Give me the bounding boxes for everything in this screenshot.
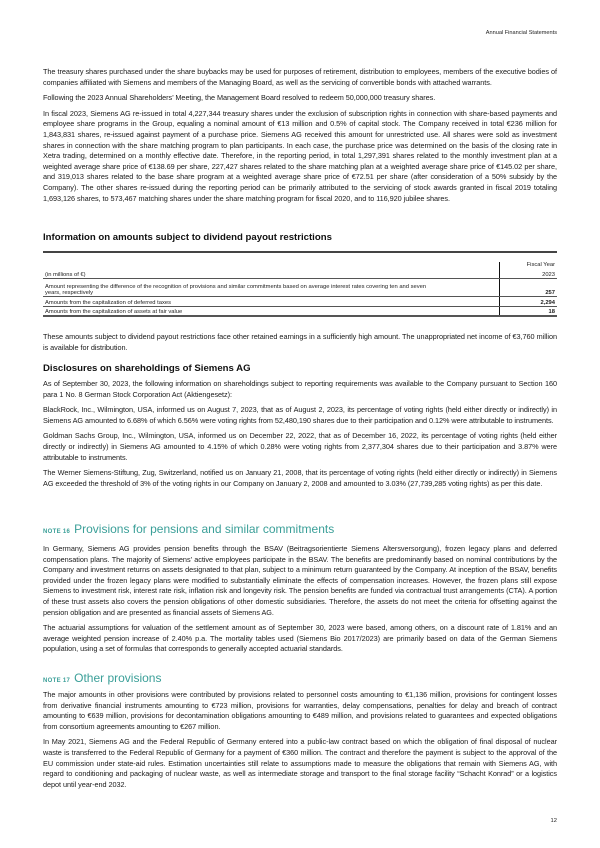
running-header: Annual Financial Statements	[485, 30, 557, 36]
table-row	[43, 306, 557, 316]
shareholdings-heading: Disclosures on shareholdings of Siemens AG	[43, 363, 251, 374]
note17-paragraphs	[43, 690, 557, 795]
shareholdings-paragraphs	[43, 379, 557, 494]
paragraph: The actuarial assumptions for valuation of the settlement amount as of September 30, 2023 were based, among others, on a discount rate of 1.81% and an average weighted pension increase of 2.40% p.a. The mortality tables used (Siemens Bio 2017/2023) are primarily based on data of the German Siemens population, using a set of formulas that corresponds to generally accepted actuarial standards.	[43, 623, 557, 654]
note16-paragraphs	[43, 544, 557, 660]
table-unit-row	[43, 268, 557, 278]
table-row	[43, 296, 557, 306]
row-value: 18	[500, 306, 558, 316]
table-row	[43, 278, 557, 296]
dividend-table	[43, 262, 557, 317]
year-header: 2023	[500, 268, 558, 278]
note-title: Provisions for pensions and similar commitments	[74, 522, 335, 536]
note-label: NOTE 16	[43, 529, 71, 535]
paragraph: As of September 30, 2023, the following information on shareholdings subject to reporting requirements was available to the Company pursuant to Section 160 para 1 No. 8 German Stock Corporation Act (Aktiengesetz):	[43, 379, 557, 399]
page-number: 12	[550, 818, 557, 824]
paragraph: The Werner Siemens-Stiftung, Zug, Switzerland, notified us on January 21, 2008, that its percentage of voting rights (held either directly or indirectly) in Siemens AG exceeded the threshold of 3% of the voting rights in our Company on January 2, 2008 and amounted to 3.03% (27,739,285 voting rights) as per this date.	[43, 468, 557, 488]
paragraph: Goldman Sachs Group, Inc., Wilmington, USA, informed us on December 22, 2022, that as of December 16, 2022, its percentage of voting rights (held either directly or indirectly) in Siemens AG amounted to 4.15% of which 0.28% were voting rights from 2,377,304 shares due to their participation and 3.87% were attributable to instruments.	[43, 431, 557, 462]
paragraph: These amounts subject to dividend payout restrictions face other retained earnings in a sufficiently high amount. The unappropriated net income of €3,760 million is available for distribution.	[43, 332, 557, 352]
row-value: 257	[500, 278, 558, 296]
row-label: Amounts from the capitalization of deferred taxes	[43, 296, 500, 306]
paragraph: BlackRock, Inc., Wilmington, USA, informed us on August 7, 2023, that as of August 2, 2023, its percentage of voting rights (held either directly or indirectly) in Siemens AG amounted to 6.68% of which 6.56% were voting rights from 52,480,190 shares due to their participation and 0.12% were attributable to instruments.	[43, 405, 557, 425]
note17-heading	[43, 671, 161, 685]
paragraph: In fiscal 2023, Siemens AG re-issued in total 4,227,344 treasury shares under the exclusion of subscription rights in connection with share-based payments and employee share programs in the Group, equaling a nominal amount of €13 million and 0.5% of capital stock. The Company received in total €236 million for 1,843,831 shares, re-issued against payment of a purchase price. Siemens AG received this amount for unrestricted use. All shares were sold as investment shares in connection with the share matching program to plan participants. In each case, the purchase price was determined on the basis of the closing rate in Xetra trading, determined on a monthly effective date. Therefore, in the reporting period, in total 1,297,391 shares related to the monthly investment plan at a weighted average share price of €138.69 per share, 227,427 shares related to the share matching plan at a weighted average share price of €145.02 per share, and 319,013 shares related to the base share program at a weighted average share price of €72.51 per share (after consideration of a 50% subsidy by the Company). The other shares re-issued during the reporting period can be primarily attributed to the servicing of stock awards granted in fiscal 2019 totaling 1,693,126 shares, to 573,467 matching shares under the share matching program for fiscal 2020, and to 116,920 jubilee shares.	[43, 108, 557, 203]
paragraph: The major amounts in other provisions were contributed by provisions related to personnel costs amounting to €1,136 million, provisions for contingent losses from derivative financial instruments amounting to €723 million, provisions for warranties, delay compensations, penalties for delay and breach of contract amounting to €639 million, provisions for decontamination obligations amounting to €489 million, and provisions related to guarantees and expected obligations from consortium agreements amounting to €267 million.	[43, 690, 557, 731]
row-value: 2,294	[500, 296, 558, 306]
paragraph: Following the 2023 Annual Shareholders’ Meeting, the Management Board resolved to redeem 50,000,000 treasury shares.	[43, 93, 436, 103]
unit-label: (in millions of €)	[43, 268, 500, 278]
dividend-heading: Information on amounts subject to dividend payout restrictions	[43, 232, 332, 243]
section-rule	[43, 251, 557, 253]
note16-heading	[43, 522, 334, 536]
note-title: Other provisions	[74, 671, 162, 685]
note-label: NOTE 17	[43, 678, 71, 684]
top-paragraphs	[43, 67, 557, 209]
paragraph: The treasury shares purchased under the share buybacks may be used for purposes of retirement, distribution to employees, members of the executive bodies of companies affiliated with Siemens and members of the Managing Board, as well as the servicing of convertible bonds with attached warrants.	[43, 67, 557, 87]
period-header: Fiscal Year	[500, 262, 558, 268]
paragraph: In Germany, Siemens AG provides pension benefits through the BSAV (Beitragsorientierte Siemens Altersversorgung), frozen legacy plans and deferred compensation plans. The majority of Siemens’ active employees participate in the BSAV. The benefits are predominantly based on nominal contributions by the Company and investment returns on assets designated to that plan, subject to a minimum return guaranteed by the Company. At inception of the BSAV, benefits provided under the frozen legacy plans were modified to substantially eliminate the effects of compensation increases. However, the frozen plans still expose Siemens to investment risk, interest rate risk, inflation risk and longevity risk. The pension benefits are funded via contractual trust arrangements (CTA). A portion of these trust assets also covers the pension obligations of other domestic subsidiaries. Therefore, the assets do not meet the criteria for offsetting against the pension obligation and are presented as financial assets of Siemens AG.	[43, 544, 557, 617]
paragraph: In May 2021, Siemens AG and the Federal Republic of Germany entered into a public-law contract based on which the obligation of final disposal of nuclear waste is transferred to the Federal Republic of Germany for a payment of €360 million. The contract and therefore the payment is subject to the approval of the EU commission under state-aid rules. Estimation uncertainties still relate to assumptions made to measure the obligations that remain with Siemens AG, with regard to conditioning and packaging of nuclear waste, as well as intermediate storage and transport to the final storage facility “Schacht Konrad” or a logistics depot until year-end 2032.	[43, 737, 557, 789]
row-label: Amount representing the difference of the recognition of provisions and similar commitments based on average interest rates covering ten and seven years, respectively	[43, 278, 500, 296]
row-label: Amounts from the capitalization of assets at fair value	[43, 306, 500, 316]
